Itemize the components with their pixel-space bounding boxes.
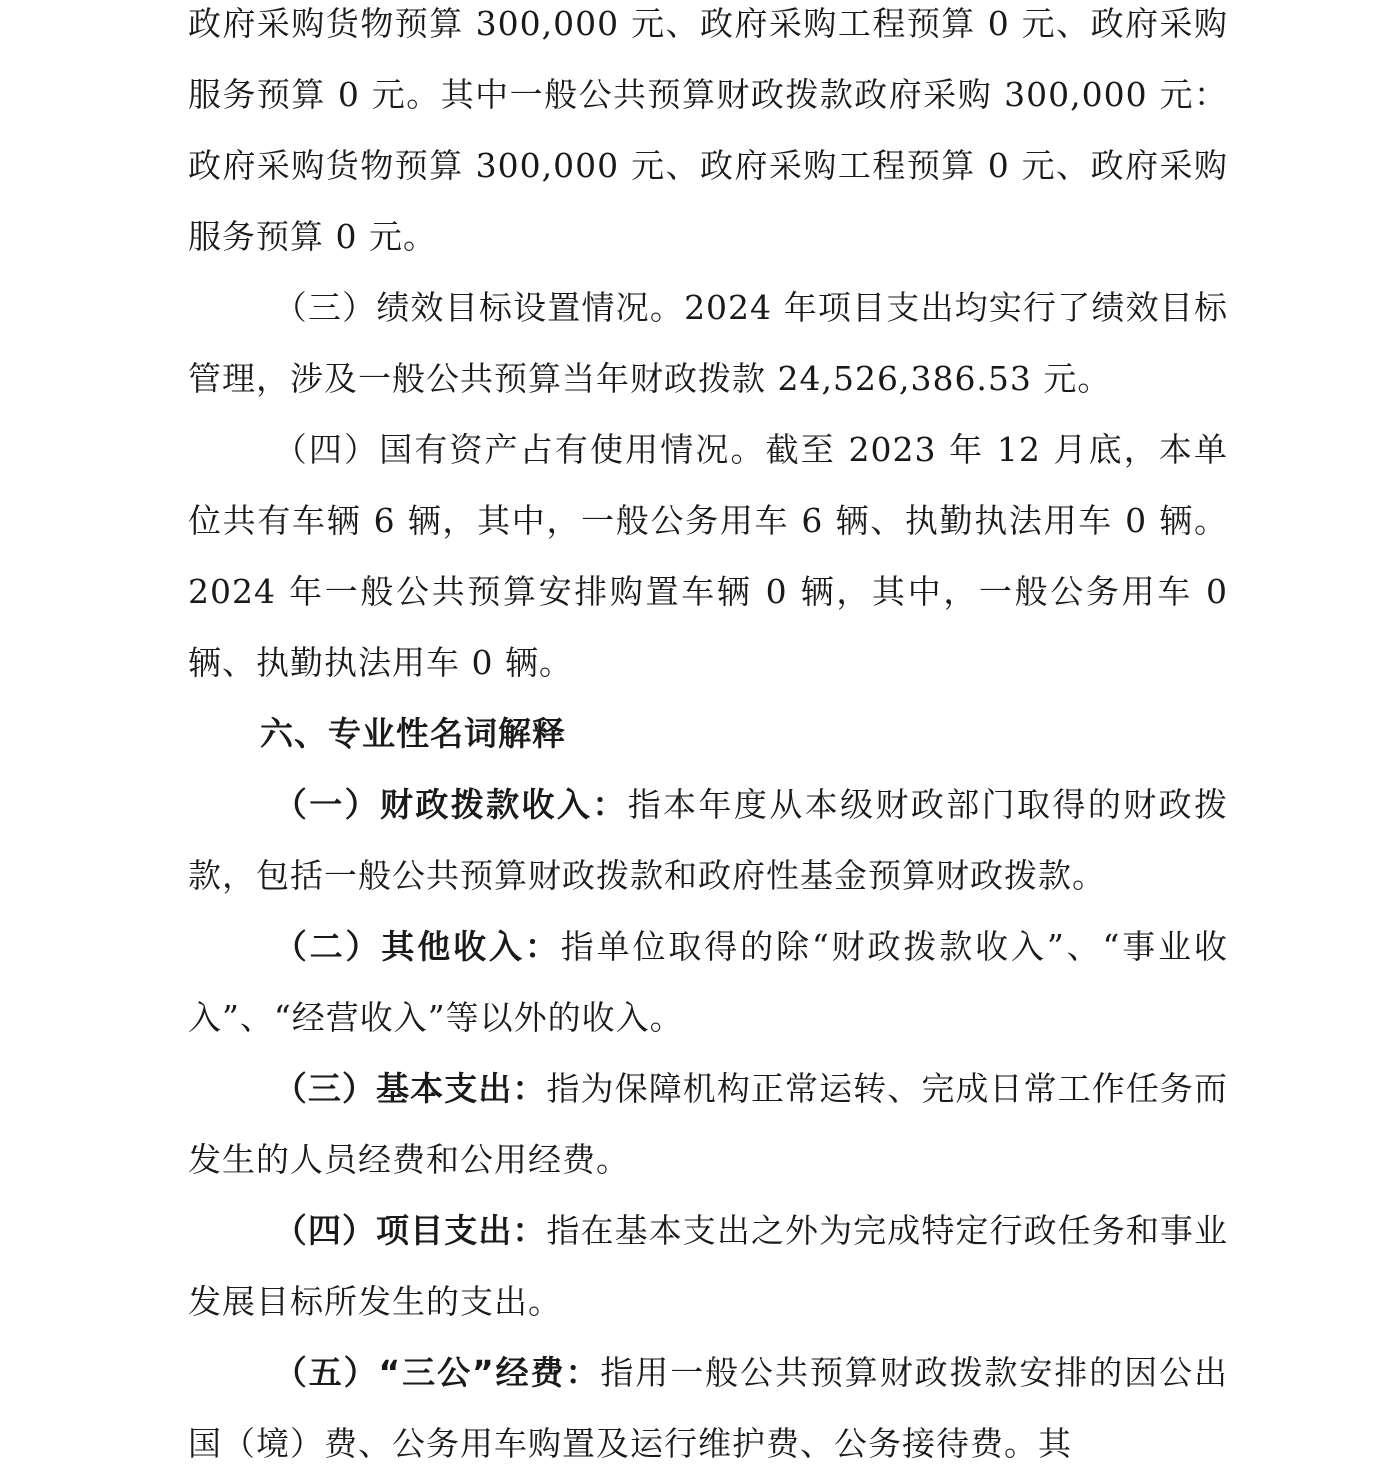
document-page <box>188 0 1228 1479</box>
paragraph-performance-goals <box>188 272 1228 414</box>
definition-fiscal-appropriation-income <box>188 769 1228 911</box>
definition-term: （一）财政拨款收入： <box>273 785 628 824</box>
definition-text: 指为保障机构正常运转、完成日常工作任务而发生的人员经费和公用经费。 <box>188 1069 1229 1179</box>
definition-term: （四）项目支出： <box>273 1211 547 1250</box>
definition-term: （三）基本支出： <box>273 1069 547 1108</box>
definition-text: 指在基本支出之外为完成特定行政任务和事业发展目标所发生的支出。 <box>188 1211 1229 1321</box>
definition-other-income <box>188 911 1228 1053</box>
definition-text: 指单位取得的除“财政拨款收入”、“事业收入”、“经营收入”等以外的收入。 <box>188 927 1229 1037</box>
paragraph-procurement: 政府采购货物预算 300,000 元、政府采购工程预算 0 元、政府采购服务预算 0 元。其中一般公共预算财政拨款政府采购 300,000 元：政府采购货物预算 300,000 元、政府采购工程预算 0 元、政府采购服务预算 0 元。 <box>188 4 1228 256</box>
definition-basic-expenditure <box>188 1053 1228 1195</box>
paragraph-lead: （三）绩效目标设置情况。 <box>273 288 685 327</box>
paragraph-body: 截至 2023 年 12 月底，本单位共有车辆 6 辆，其中，一般公务用车 6 辆、执勤执法用车 0 辆。2024 年一般公共预算安排购置车辆 0 辆，其中，一般公务用车 0 辆、执勤执法用车 0 辆。 <box>188 430 1229 682</box>
definition-three-public-expenses <box>188 1337 1228 1479</box>
definition-project-expenditure <box>188 1195 1228 1337</box>
definition-text: 指本年度从本级财政部门取得的财政拨款，包括一般公共预算财政拨款和政府性基金预算财政拨款。 <box>188 785 1229 895</box>
paragraph-lead: （四）国有资产占有使用情况。 <box>273 430 766 469</box>
definition-term: （二）其他收入： <box>273 927 561 966</box>
definition-text: 指用一般公共预算财政拨款安排的因公出国（境）费、公务用车购置及运行维护费、公务接待费。其 <box>188 1353 1228 1463</box>
definition-term: （五）“三公”经费： <box>273 1353 601 1392</box>
paragraph-state-assets <box>188 414 1228 698</box>
section-heading: 六、专业性名词解释 <box>260 714 566 753</box>
paragraph-body: 2024 年项目支出均实行了绩效目标管理，涉及一般公共预算当年财政拨款 24,526,386.53 元。 <box>188 288 1228 398</box>
